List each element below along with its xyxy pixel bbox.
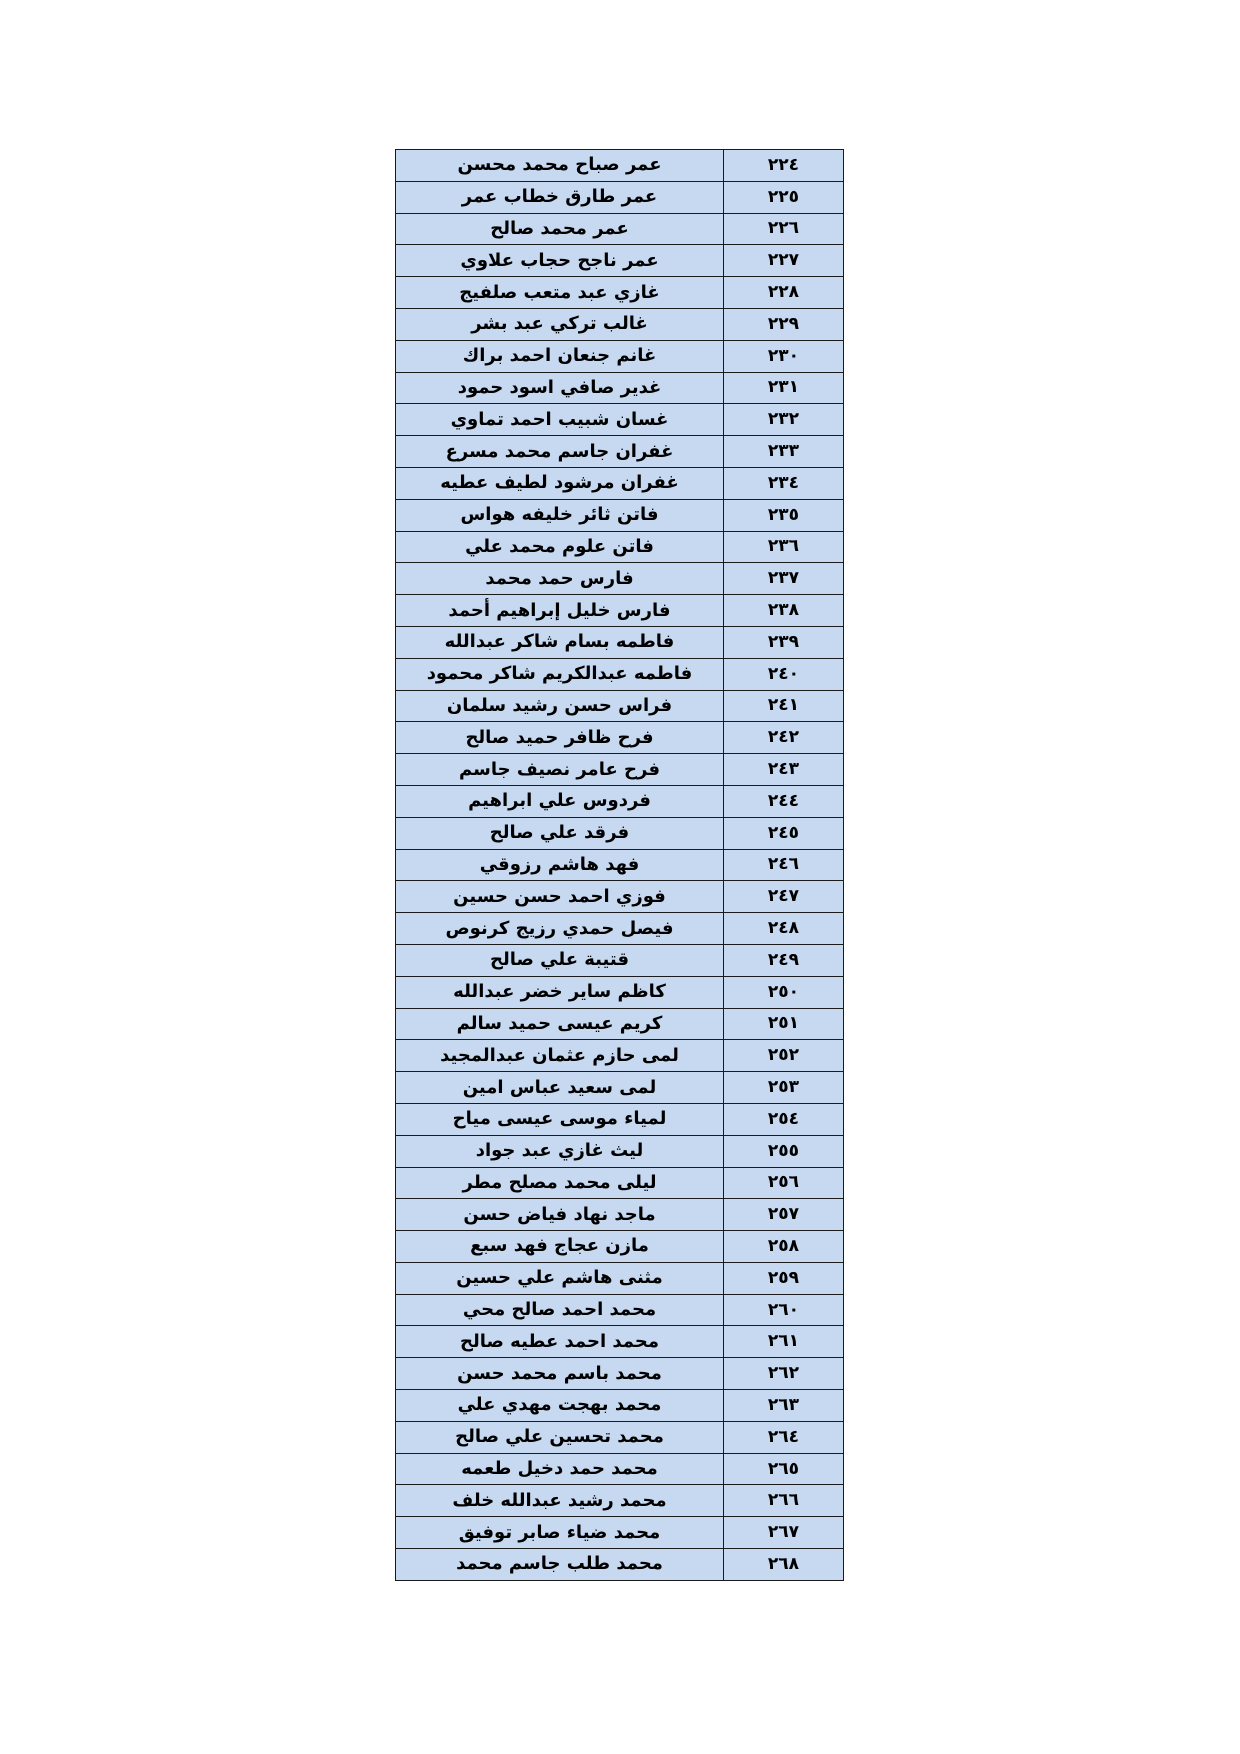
row-name-cell: محمد احمد عطيه صالح — [396, 1326, 724, 1358]
row-name-cell: محمد باسم محمد حسن — [396, 1358, 724, 1390]
table-row — [396, 1072, 844, 1104]
row-name-cell: غدير صافي اسود حمود — [396, 372, 724, 404]
row-number-cell: ٢٥٧ — [724, 1199, 844, 1231]
row-name-cell: محمد احمد صالح محي — [396, 1294, 724, 1326]
row-number-cell: ٢٤١ — [724, 690, 844, 722]
row-name-cell: فارس خليل إبراهيم أحمد — [396, 595, 724, 627]
row-name-cell: غالب تركي عبد بشر — [396, 308, 724, 340]
row-number-cell: ٢٥٢ — [724, 1040, 844, 1072]
row-number-cell: ٢٣١ — [724, 372, 844, 404]
row-name-cell: محمد حمد دخيل طعمه — [396, 1453, 724, 1485]
row-number-cell: ٢٣٢ — [724, 404, 844, 436]
table-row — [396, 881, 844, 913]
row-name-cell: فهد هاشم رزوقي — [396, 849, 724, 881]
row-name-cell: لمى سعيد عباس امين — [396, 1072, 724, 1104]
row-number-cell: ٢٥٥ — [724, 1135, 844, 1167]
row-name-cell: غفران مرشود لطيف عطيه — [396, 467, 724, 499]
table-row — [396, 1549, 844, 1581]
row-number-cell: ٢٣٤ — [724, 467, 844, 499]
row-name-cell: فرح ظافر حميد صالح — [396, 722, 724, 754]
row-number-cell: ٢٣٣ — [724, 436, 844, 468]
row-name-cell: كريم عيسى حميد سالم — [396, 1008, 724, 1040]
row-name-cell: فاطمه بسام شاكر عبدالله — [396, 626, 724, 658]
row-number-cell: ٢٢٩ — [724, 308, 844, 340]
table-row — [396, 722, 844, 754]
row-number-cell: ٢٣٩ — [724, 626, 844, 658]
row-number-cell: ٢٣٥ — [724, 499, 844, 531]
table-row — [396, 1358, 844, 1390]
row-number-cell: ٢٤٠ — [724, 658, 844, 690]
table-row — [396, 1390, 844, 1422]
table-row — [396, 817, 844, 849]
row-number-cell: ٢٤٤ — [724, 785, 844, 817]
row-name-cell: قتيبة علي صالح — [396, 944, 724, 976]
table-row — [396, 976, 844, 1008]
table-row — [396, 181, 844, 213]
table-row — [396, 467, 844, 499]
table-row — [396, 595, 844, 627]
row-name-cell: محمد تحسين علي صالح — [396, 1421, 724, 1453]
table-row — [396, 1008, 844, 1040]
row-name-cell: غسان شبيب احمد تماوي — [396, 404, 724, 436]
table-row — [396, 944, 844, 976]
row-name-cell: ليث غازي عبد جواد — [396, 1135, 724, 1167]
row-number-cell: ٢٦٨ — [724, 1549, 844, 1581]
table-row — [396, 1517, 844, 1549]
row-name-cell: محمد طلب جاسم محمد — [396, 1549, 724, 1581]
table-row — [396, 499, 844, 531]
row-number-cell: ٢٥٦ — [724, 1167, 844, 1199]
table-row — [396, 1103, 844, 1135]
names-table-body — [396, 150, 844, 1581]
table-row — [396, 436, 844, 468]
row-name-cell: فرح عامر نصيف جاسم — [396, 754, 724, 786]
row-number-cell: ٢٦٠ — [724, 1294, 844, 1326]
table-row — [396, 531, 844, 563]
row-number-cell: ٢٦٥ — [724, 1453, 844, 1485]
row-name-cell: عمر محمد صالح — [396, 213, 724, 245]
row-number-cell: ٢٥٩ — [724, 1262, 844, 1294]
row-number-cell: ٢٥١ — [724, 1008, 844, 1040]
table-row — [396, 1167, 844, 1199]
row-number-cell: ٢٤٨ — [724, 913, 844, 945]
row-name-cell: فاطمه عبدالكريم شاكر محمود — [396, 658, 724, 690]
row-number-cell: ٢٤٩ — [724, 944, 844, 976]
row-number-cell: ٢٢٨ — [724, 277, 844, 309]
table-row — [396, 1040, 844, 1072]
row-name-cell: ليلى محمد مصلح مطر — [396, 1167, 724, 1199]
table-row — [396, 658, 844, 690]
row-number-cell: ٢٦٣ — [724, 1390, 844, 1422]
row-name-cell: محمد ضياء صابر توفيق — [396, 1517, 724, 1549]
row-number-cell: ٢٣٨ — [724, 595, 844, 627]
row-name-cell: عمر ناجح حجاب علاوي — [396, 245, 724, 277]
row-number-cell: ٢٣٦ — [724, 531, 844, 563]
table-row — [396, 340, 844, 372]
row-name-cell: محمد رشيد عبدالله خلف — [396, 1485, 724, 1517]
row-number-cell: ٢٥٨ — [724, 1231, 844, 1263]
row-name-cell: غازي عبد متعب صلفيج — [396, 277, 724, 309]
row-number-cell: ٢٣٧ — [724, 563, 844, 595]
table-row — [396, 1421, 844, 1453]
table-row — [396, 913, 844, 945]
row-name-cell: فاتن ثائر خليفه هواس — [396, 499, 724, 531]
row-name-cell: ماجد نهاد فياض حسن — [396, 1199, 724, 1231]
table-row — [396, 1294, 844, 1326]
row-number-cell: ٢٣٠ — [724, 340, 844, 372]
table-row — [396, 1135, 844, 1167]
table-row — [396, 245, 844, 277]
table-row — [396, 1485, 844, 1517]
table-row — [396, 1231, 844, 1263]
row-name-cell: فراس حسن رشيد سلمان — [396, 690, 724, 722]
row-name-cell: فرقد علي صالح — [396, 817, 724, 849]
row-number-cell: ٢٥٣ — [724, 1072, 844, 1104]
table-row — [396, 626, 844, 658]
row-number-cell: ٢٦٦ — [724, 1485, 844, 1517]
table-row — [396, 754, 844, 786]
row-name-cell: محمد بهجت مهدي علي — [396, 1390, 724, 1422]
row-number-cell: ٢٤٦ — [724, 849, 844, 881]
row-number-cell: ٢٦٧ — [724, 1517, 844, 1549]
row-number-cell: ٢٤٢ — [724, 722, 844, 754]
table-row — [396, 563, 844, 595]
row-number-cell: ٢٥٤ — [724, 1103, 844, 1135]
row-name-cell: مازن عجاج فهد سبع — [396, 1231, 724, 1263]
table-row — [396, 1199, 844, 1231]
row-name-cell: فارس حمد محمد — [396, 563, 724, 595]
table-row — [396, 1453, 844, 1485]
table-row — [396, 372, 844, 404]
row-name-cell: فاتن علوم محمد علي — [396, 531, 724, 563]
row-number-cell: ٢٤٧ — [724, 881, 844, 913]
row-name-cell: عمر طارق خطاب عمر — [396, 181, 724, 213]
table-row — [396, 404, 844, 436]
row-number-cell: ٢٦٢ — [724, 1358, 844, 1390]
table-row — [396, 277, 844, 309]
row-name-cell: فوزي احمد حسن حسين — [396, 881, 724, 913]
table-row — [396, 690, 844, 722]
row-name-cell: عمر صباح محمد محسن — [396, 150, 724, 182]
table-row — [396, 213, 844, 245]
row-name-cell: كاظم ساير خضر عبدالله — [396, 976, 724, 1008]
table-row — [396, 1326, 844, 1358]
table-row — [396, 308, 844, 340]
row-number-cell: ٢٤٥ — [724, 817, 844, 849]
table-row — [396, 785, 844, 817]
row-number-cell: ٢٤٣ — [724, 754, 844, 786]
row-name-cell: فيصل حمدي رزيج كرنوص — [396, 913, 724, 945]
row-name-cell: غانم جنعان احمد براك — [396, 340, 724, 372]
row-number-cell: ٢٢٦ — [724, 213, 844, 245]
row-name-cell: مثنى هاشم علي حسين — [396, 1262, 724, 1294]
table-row — [396, 1262, 844, 1294]
row-number-cell: ٢٦٤ — [724, 1421, 844, 1453]
table-row — [396, 150, 844, 182]
row-name-cell: لمى حازم عثمان عبدالمجيد — [396, 1040, 724, 1072]
row-name-cell: غفران جاسم محمد مسرع — [396, 436, 724, 468]
row-number-cell: ٢٢٤ — [724, 150, 844, 182]
row-number-cell: ٢٥٠ — [724, 976, 844, 1008]
row-name-cell: فردوس علي ابراهيم — [396, 785, 724, 817]
row-number-cell: ٢٦١ — [724, 1326, 844, 1358]
row-number-cell: ٢٢٧ — [724, 245, 844, 277]
names-table — [395, 149, 844, 1581]
row-number-cell: ٢٢٥ — [724, 181, 844, 213]
table-row — [396, 849, 844, 881]
row-name-cell: لمياء موسى عيسى مياح — [396, 1103, 724, 1135]
